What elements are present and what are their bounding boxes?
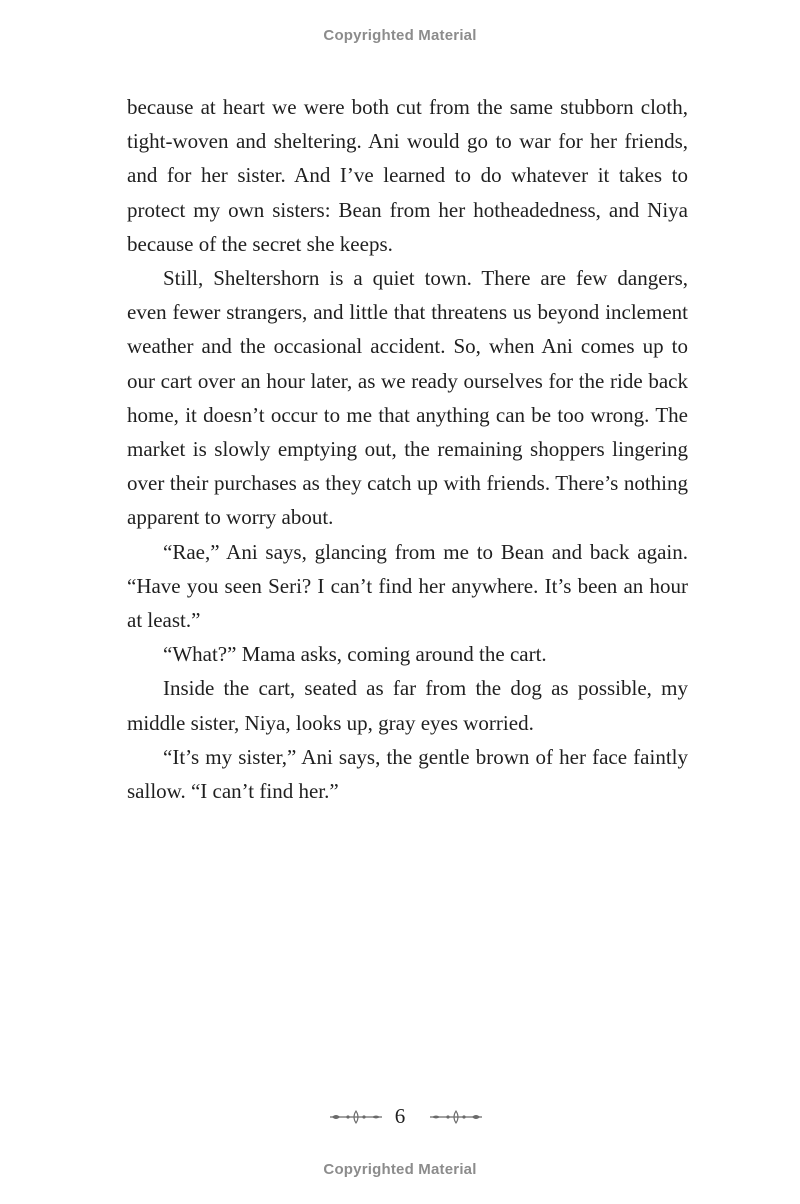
copyright-watermark-top: Copyrighted Material xyxy=(323,27,477,44)
paragraph-1: because at heart we were both cut from the same stubborn cloth, tight-woven and sheltering. Ani would go to war for her friends, and for her sister. And I’ve learned to do whatever it takes to protect my own sisters: Bean from her hotheadedness, and Niya because of the secret she keeps. xyxy=(127,95,688,256)
paragraph-3: “Rae,” Ani says, glancing from me to Bean and back again. “Have you seen Seri? I can’t find her anywhere. It’s been an hour at least.” xyxy=(127,539,688,633)
flourish-ornament-icon xyxy=(430,1110,482,1124)
paragraph-2: Still, Sheltershorn is a quiet town. There are few dangers, even fewer strangers, and little that threatens us beyond inclement weather and the occasional accident. So, when Ani comes up to our cart over an hour later, as we ready ourselves for the ride back home, it doesn’t occur to me that anything can be too wrong. The market is slowly emptying out, the remaining shoppers lingering over their purchases as they catch up with friends. There’s nothing apparent to worry about. xyxy=(127,266,688,530)
paragraph-4: “What?” Mama asks, coming around the cart. xyxy=(163,642,547,667)
page-number: 6 xyxy=(394,1104,406,1128)
copyright-watermark-bottom: Copyrighted Material xyxy=(323,1161,477,1178)
paragraph-5: Inside the cart, seated as far from the dog as possible, my middle sister, Niya, looks up, gray eyes worried. xyxy=(127,676,688,735)
body-text xyxy=(127,90,688,808)
flourish-ornament-icon xyxy=(330,1110,382,1124)
page-folio xyxy=(0,1102,800,1132)
paragraph-6: “It’s my sister,” Ani says, the gentle brown of her face faintly sallow. “I can’t find her.” xyxy=(127,744,688,804)
